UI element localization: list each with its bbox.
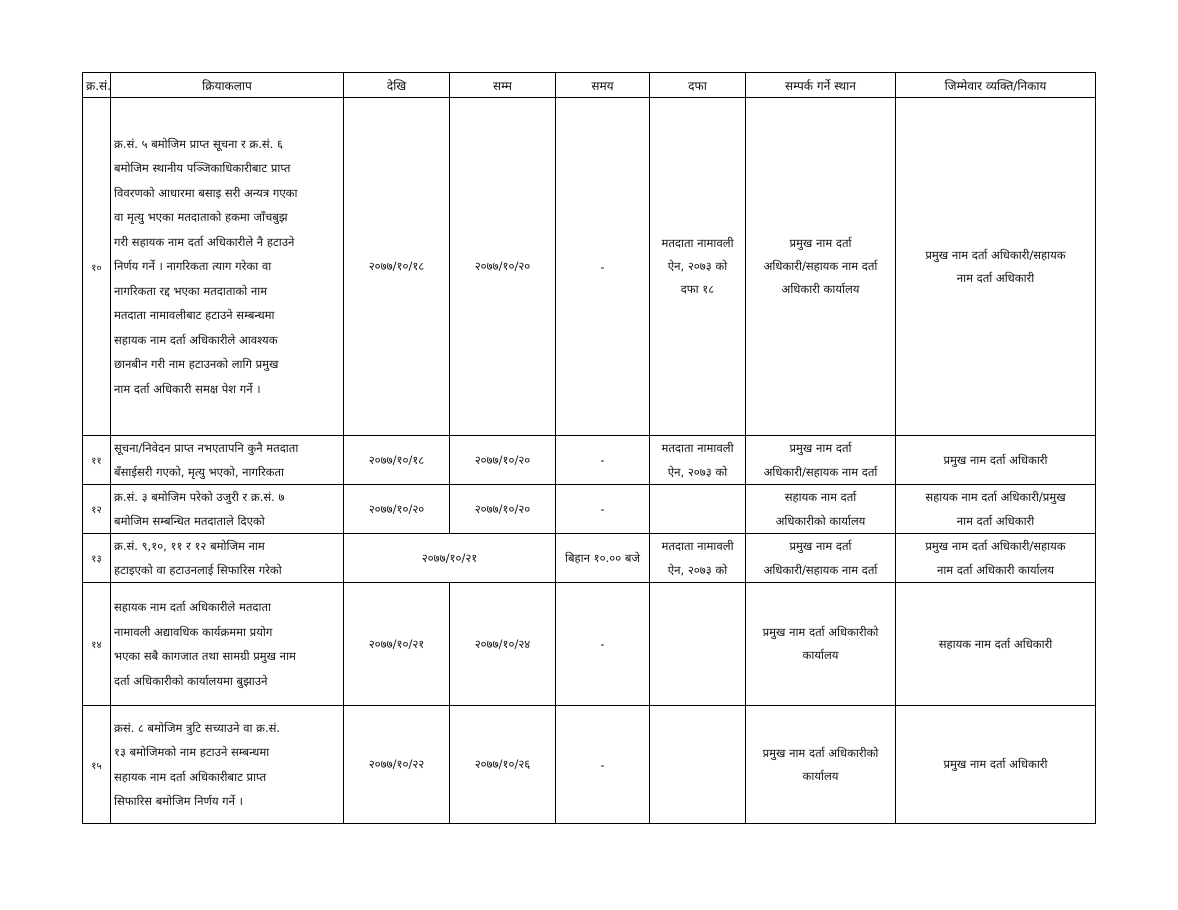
header-sn: क्र.सं. bbox=[83, 73, 111, 98]
row-section bbox=[650, 706, 746, 824]
contact-line: अधिकारी/सहायक नाम दर्ता bbox=[763, 563, 878, 577]
contact-line: अधिकारीको कार्यालय bbox=[775, 514, 866, 528]
row-time: - bbox=[556, 436, 650, 485]
activity-line: विवरणको आधारमा बसाइ सरी अन्यत्र गएका bbox=[114, 185, 298, 200]
contact-line: प्रमुख नाम दर्ता bbox=[789, 539, 852, 553]
table-row bbox=[83, 98, 1096, 436]
contact-line: अधिकारी/सहायक नाम दर्ता bbox=[763, 465, 878, 479]
section-line: मतदाता नामावली bbox=[661, 441, 734, 455]
row-sn: १५ bbox=[83, 706, 111, 824]
contact-line: अधिकारी/सहायक नाम दर्ता bbox=[763, 259, 878, 273]
activity-line: क्रसं. ८ बमोजिम त्रुटि सच्याउने वा क्र.सं. bbox=[114, 720, 281, 735]
header-activity: क्रियाकलाप bbox=[111, 73, 344, 98]
row-contact bbox=[746, 706, 896, 824]
contact-line: प्रमुख नाम दर्ता bbox=[789, 236, 852, 250]
table-row bbox=[83, 436, 1096, 485]
section-line: ऐन, २०७३ को bbox=[667, 259, 728, 273]
activity-line: छानबीन गरी नाम हटाउनको लागि प्रमुख bbox=[114, 357, 279, 372]
responsible-line: प्रमुख नाम दर्ता अधिकारी/सहायक bbox=[925, 539, 1066, 553]
row-section bbox=[650, 534, 746, 583]
row-sn: ११ bbox=[83, 436, 111, 485]
row-sn: १२ bbox=[83, 485, 111, 534]
row-activity bbox=[111, 98, 344, 436]
row-time bbox=[556, 534, 650, 583]
row-responsible bbox=[896, 485, 1096, 534]
activity-line: १३ बमोजिमको नाम हटाउने सम्बन्धमा bbox=[114, 745, 270, 759]
table-row bbox=[83, 583, 1096, 706]
activity-line: दर्ता अधिकारीको कार्यालयमा बुझाउने bbox=[114, 673, 268, 688]
activity-line: क्र.सं. ३ बमोजिम परेको उजुरी र क्र.सं. ७ bbox=[114, 490, 285, 504]
responsible-line: नाम दर्ता अधिकारी कार्यालय bbox=[936, 563, 1055, 577]
row-contact bbox=[746, 98, 896, 436]
row-contact bbox=[746, 485, 896, 534]
row-section bbox=[650, 583, 746, 706]
row-time: - bbox=[556, 98, 650, 436]
row-sn: १४ bbox=[83, 583, 111, 706]
row-activity bbox=[111, 436, 344, 485]
row-to-date: २०७७/१०/२० bbox=[450, 485, 556, 534]
row-contact bbox=[746, 436, 896, 485]
row-from-date: २०७७/१०/२० bbox=[344, 485, 450, 534]
contact-line: सहायक नाम दर्ता bbox=[784, 490, 857, 504]
activity-line: बँसाईसरी गएको, मृत्यु भएको, नागरिकता bbox=[114, 465, 285, 479]
activity-line: निर्णय गर्ने । नागरिकता त्याग गरेका वा bbox=[114, 259, 272, 274]
activity-line: हटाइएको वा हटाउनलाई सिफारिस गरेको bbox=[114, 563, 282, 577]
row-activity bbox=[111, 583, 344, 706]
activity-line: सिफारिस बमोजिम निर्णय गर्ने । bbox=[114, 794, 244, 808]
activity-line: क्र.सं. ५ बमोजिम प्राप्त सूचना र क्र.सं. ६ bbox=[114, 136, 283, 151]
row-contact bbox=[746, 583, 896, 706]
row-from-date: २०७७/१०/१८ bbox=[344, 98, 450, 436]
row-sn: १३ bbox=[83, 534, 111, 583]
row-responsible: सहायक नाम दर्ता अधिकारी bbox=[896, 583, 1096, 706]
header-section: दफा bbox=[650, 73, 746, 98]
section-line: मतदाता नामावली bbox=[661, 539, 734, 553]
header-to: सम्म bbox=[450, 73, 556, 98]
responsible-line: प्रमुख नाम दर्ता अधिकारी/सहायक bbox=[925, 247, 1066, 262]
row-responsible: प्रमुख नाम दर्ता अधिकारी bbox=[896, 436, 1096, 485]
section-line: ऐन, २०७३ को bbox=[667, 563, 728, 577]
activity-line: बमोजिम सम्बन्धित मतदाताले दिएको bbox=[114, 514, 265, 528]
section-line: ऐन, २०७३ को bbox=[667, 465, 728, 479]
activity-line: भएका सबै कागजात तथा सामग्री प्रमुख नाम bbox=[114, 649, 296, 663]
activity-line: सूचना/निवेदन प्राप्त नभएतापनि कुनै मतदाता bbox=[114, 441, 299, 455]
activity-line: गरी सहायक नाम दर्ता अधिकारीले नै हटाउने bbox=[114, 234, 295, 249]
row-responsible bbox=[896, 98, 1096, 436]
responsible-line: नाम दर्ता अधिकारी bbox=[956, 270, 1035, 285]
row-to-date: २०७७/१०/२६ bbox=[450, 706, 556, 824]
row-to-date: २०७७/१०/२० bbox=[450, 436, 556, 485]
activity-line: सहायक नाम दर्ता अधिकारीले मतदाता bbox=[114, 600, 272, 614]
row-from-date: २०७७/१०/२१ bbox=[344, 583, 450, 706]
responsible-line: नाम दर्ता अधिकारी bbox=[956, 514, 1035, 528]
row-contact bbox=[746, 534, 896, 583]
contact-line: प्रमुख नाम दर्ता अधिकारीको bbox=[762, 625, 879, 639]
row-section bbox=[650, 485, 746, 534]
table-row bbox=[83, 485, 1096, 534]
activity-line: क्र.सं. ९,१०, ११ र १२ बमोजिम नाम bbox=[114, 539, 265, 553]
schedule-table bbox=[82, 72, 1096, 824]
activity-line: वा मृत्यु भएका मतदाताको हकमा जाँचबुझ bbox=[114, 210, 288, 225]
header-row bbox=[83, 73, 1096, 98]
row-section bbox=[650, 436, 746, 485]
activity-line: नाम दर्ता अधिकारी समक्ष पेश गर्ने । bbox=[114, 381, 261, 396]
row-time: - bbox=[556, 485, 650, 534]
section-line: मतदाता नामावली bbox=[661, 236, 734, 250]
section-line: दफा १८ bbox=[680, 282, 715, 296]
activity-line: नामावली अद्यावधिक कार्यक्रममा प्रयोग bbox=[114, 624, 273, 639]
row-from-date: २०७७/१०/१८ bbox=[344, 436, 450, 485]
row-time: - bbox=[556, 706, 650, 824]
header-responsible: जिम्मेवार व्यक्ति/निकाय bbox=[896, 73, 1096, 98]
activity-line: सहायक नाम दर्ता अधिकारीबाट प्राप्त bbox=[114, 769, 267, 784]
activity-line: नागरिकता रद्द भएका मतदाताको नाम bbox=[114, 283, 268, 298]
row-responsible bbox=[896, 534, 1096, 583]
activity-line: बमोजिम स्थानीय पञ्जिकाधिकारीबाट प्राप्त bbox=[114, 161, 291, 176]
contact-line: कार्यालय bbox=[802, 648, 839, 662]
responsible-line: सहायक नाम दर्ता अधिकारी/प्रमुख bbox=[925, 490, 1066, 504]
activity-line: मतदाता नामावलीबाट हटाउने सम्बन्धमा bbox=[114, 308, 275, 323]
row-responsible: प्रमुख नाम दर्ता अधिकारी bbox=[896, 706, 1096, 824]
row-from-date: २०७७/१०/२२ bbox=[344, 706, 450, 824]
row-sn: १० bbox=[83, 98, 111, 436]
contact-line: प्रमुख नाम दर्ता अधिकारीको bbox=[762, 745, 879, 760]
table-row bbox=[83, 706, 1096, 824]
activity-line: सहायक नाम दर्ता अधिकारीले आवश्यक bbox=[114, 332, 278, 347]
table-row bbox=[83, 534, 1096, 583]
contact-line: प्रमुख नाम दर्ता bbox=[789, 441, 852, 455]
contact-line: कार्यालय bbox=[802, 768, 839, 783]
row-to-date: २०७७/१०/२४ bbox=[450, 583, 556, 706]
row-activity bbox=[111, 485, 344, 534]
row-to-date: २०७७/१०/२० bbox=[450, 98, 556, 436]
header-from: देखि bbox=[344, 73, 450, 98]
time-line: बिहान १०.०० बजे bbox=[565, 551, 640, 565]
header-time: समय bbox=[556, 73, 650, 98]
row-activity bbox=[111, 706, 344, 824]
contact-line: अधिकारी कार्यालय bbox=[781, 282, 860, 296]
header-contact: सम्पर्क गर्ने स्थान bbox=[746, 73, 896, 98]
row-date-merged: २०७७/१०/२१ bbox=[344, 534, 556, 583]
row-time: - bbox=[556, 583, 650, 706]
row-activity bbox=[111, 534, 344, 583]
row-section bbox=[650, 98, 746, 436]
